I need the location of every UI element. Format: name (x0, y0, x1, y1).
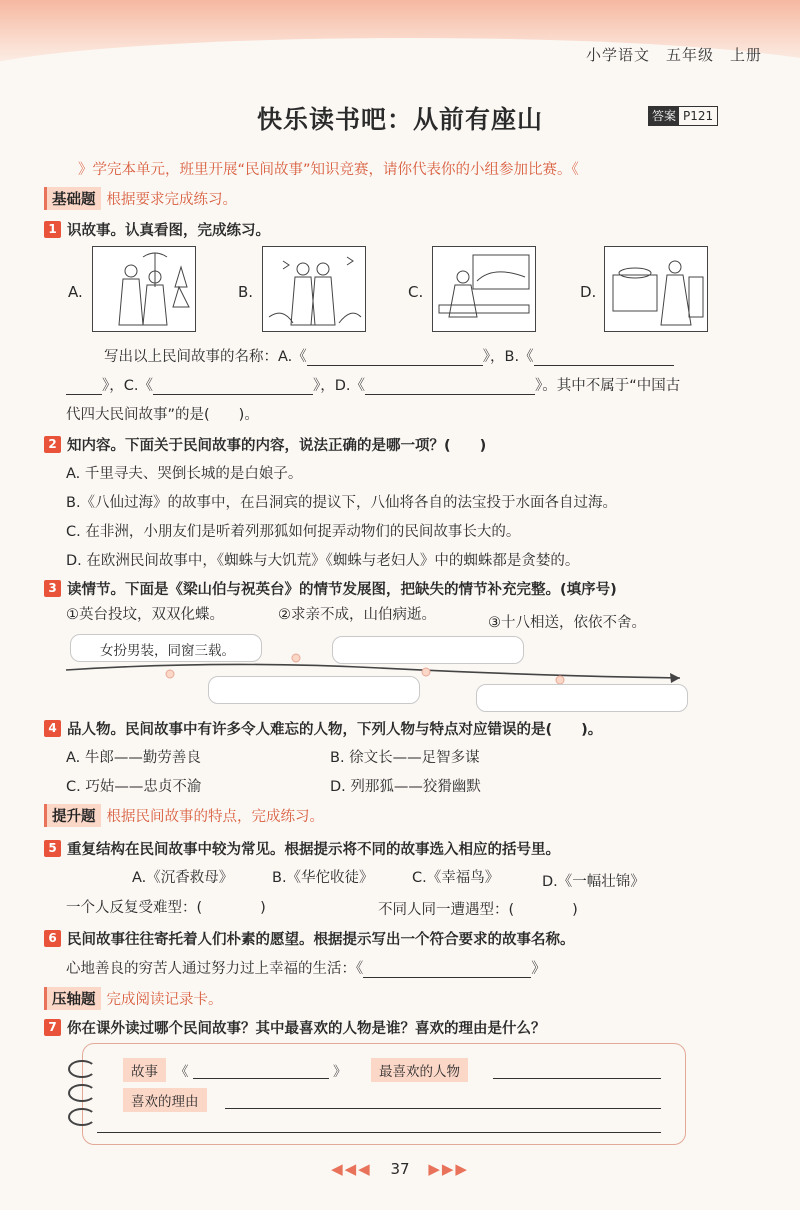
question-3 (44, 578, 617, 599)
plot-given: 女扮男装，同窗三载。 (100, 643, 235, 659)
q4-option-c[interactable]: C. 巧姑——忠贞不渝 (66, 779, 202, 795)
q6-blank[interactable] (363, 977, 531, 978)
section-tag: 提升题 (44, 804, 101, 827)
q4-option-b[interactable]: B. 徐文长——足智多谋 (330, 750, 480, 766)
question-number: 4 (44, 720, 61, 737)
question-text: 重复结构在民间故事中较为常见。根据提示将不同的故事选入相应的括号里。 (67, 842, 560, 858)
image-label-c: C. (408, 283, 424, 301)
answer-blank-b[interactable] (534, 365, 674, 366)
section-tag: 基础题 (44, 187, 101, 210)
q4-option-a[interactable]: A. 牛郎——勤劳善良 (66, 750, 201, 766)
q4-option-d[interactable]: D. 列那狐——狡猾幽默 (330, 779, 481, 795)
story-open: 《 (175, 1064, 189, 1080)
question-number: 1 (44, 221, 61, 238)
reason-blank-1[interactable] (225, 1092, 661, 1109)
question-text: 民间故事往往寄托着人们朴素的愿望。根据提示写出一个符合要求的故事名称。 (67, 932, 575, 948)
favorite-label: 最喜欢的人物 (371, 1058, 468, 1082)
q5-type-2[interactable]: 不同人同一遭遇型：( ) (378, 902, 578, 918)
q6-end: 》 (531, 961, 546, 977)
reason-label: 喜欢的理由 (123, 1088, 207, 1112)
story-label: 故事 (123, 1058, 166, 1082)
reading-record-card (82, 1043, 686, 1145)
q6-hint: 心地善良的穷苦人通过努力过上幸福的生活：《 (66, 961, 364, 977)
image-a-illustration (92, 246, 196, 332)
q6-answer-line (66, 957, 546, 978)
question-text: 你在课外读过哪个民间故事？其中最喜欢的人物是谁？喜欢的理由是什么？ (67, 1021, 546, 1037)
q3-choice-2: ②求亲不成，山伯病逝。 (278, 607, 436, 623)
answer-blank-b-cont[interactable] (66, 394, 102, 395)
image-label-a: A. (68, 283, 83, 301)
section-basic (44, 187, 237, 210)
plot-blank-3[interactable] (476, 684, 688, 712)
section-tag: 压轴题 (44, 987, 101, 1010)
question-number: 5 (44, 840, 61, 857)
q5-story-c: C.《幸福鸟》 (412, 870, 500, 886)
answer-blank-c[interactable] (153, 394, 313, 395)
answer-blank-d[interactable] (365, 394, 535, 395)
q1-line-3: 代四大民间故事”的是( )。 (66, 407, 259, 423)
question-7 (44, 1017, 546, 1038)
q1-text: 》，B.《 (482, 349, 534, 365)
question-text: 品人物。民间故事中有许多令人难忘的人物，下列人物与特点对应错误的是( )。 (67, 722, 603, 738)
ring-icon (68, 1108, 96, 1126)
section-desc: 根据民间故事的特点，完成练习。 (106, 809, 324, 825)
q2-option-a[interactable]: A. 千里寻夫、哭倒长城的是白娘子。 (66, 466, 303, 482)
question-text: 读情节。下面是《梁山伯与祝英台》的情节发展图，把缺失的情节补充完整。(填序号) (67, 582, 617, 598)
section-desc: 完成阅读记录卡。 (106, 992, 223, 1008)
question-5 (44, 838, 560, 859)
story-close: 》 (333, 1064, 347, 1080)
answer-badge[interactable] (648, 106, 718, 126)
q5-type-1[interactable]: 一个人反复受难型：( ) (66, 900, 266, 916)
plot-blank-2[interactable] (332, 636, 524, 664)
question-text: 知内容。下面关于民间故事的内容，说法正确的是哪一项？( ) (67, 438, 487, 454)
question-2 (44, 434, 486, 455)
answer-label: 答案 (649, 107, 679, 125)
plot-blank-1[interactable] (208, 676, 420, 704)
q5-story-d: D.《一幅壮锦》 (542, 874, 645, 890)
answer-page: P121 (683, 109, 714, 123)
image-label-d: D. (580, 283, 597, 301)
question-4 (44, 718, 602, 739)
image-label-b: B. (238, 283, 254, 301)
page-footer (0, 1160, 800, 1178)
q1-text: 写出以上民间故事的名称：A.《 (104, 349, 307, 365)
ring-icon (68, 1084, 96, 1102)
question-number: 2 (44, 436, 61, 453)
reason-blank-2[interactable] (97, 1118, 661, 1133)
q1-text: 》，D.《 (312, 378, 366, 394)
intro-text: 》学完本单元，班里开展“民间故事”知识竞赛，请你代表你的小组参加比赛。《 (78, 162, 579, 178)
top-band (0, 0, 800, 80)
course-label: 小学语文 五年级 上册 (585, 46, 762, 64)
page-number: 37 (390, 1160, 410, 1178)
question-number: 7 (44, 1019, 61, 1036)
q3-choice-3: ③十八相送，依依不舍。 (488, 615, 646, 631)
page-title: 快乐读书吧：从前有座山 (256, 105, 543, 134)
favorite-blank[interactable] (493, 1062, 661, 1079)
question-number: 6 (44, 930, 61, 947)
q2-option-b[interactable]: B.《八仙过海》的故事中，在吕洞宾的提议下，八仙将各自的法宝投于水面各自过海。 (66, 495, 618, 511)
q5-story-a: A.《沉香救母》 (132, 870, 234, 886)
q2-option-c[interactable]: C. 在非洲，小朋友们是听着列那狐如何捉弄动物们的民间故事长大的。 (66, 524, 521, 540)
section-desc: 根据要求完成练习。 (106, 192, 237, 208)
question-1 (44, 219, 270, 240)
image-c-illustration (432, 246, 536, 332)
question-6 (44, 928, 575, 949)
q1-line-2 (66, 374, 680, 395)
section-advanced (44, 804, 324, 827)
image-d-illustration (604, 246, 708, 332)
q3-choice-1: ①英台投坟，双双化蝶。 (66, 607, 224, 623)
q2-option-d[interactable]: D. 在欧洲民间故事中，《蜘蛛与大饥荒》《蜘蛛与老妇人》中的蜘蛛都是贪婪的。 (66, 553, 580, 569)
q1-text: 》，C.《 (102, 378, 153, 394)
next-arrows-icon: ▶▶▶ (428, 1160, 469, 1178)
q1-text: 》。其中不属于“中国古 (535, 378, 681, 394)
question-text: 识故事。认真看图，完成练习。 (67, 223, 270, 239)
question-number: 3 (44, 580, 61, 597)
section-challenge (44, 987, 223, 1010)
prev-arrows-icon: ◀◀◀ (331, 1160, 372, 1178)
image-b-illustration (262, 246, 366, 332)
answer-blank-a[interactable] (307, 365, 483, 366)
ring-icon (68, 1060, 96, 1078)
q5-story-b: B.《华佗收徒》 (272, 870, 374, 886)
q1-line-1 (104, 345, 674, 366)
story-blank[interactable] (193, 1062, 329, 1079)
